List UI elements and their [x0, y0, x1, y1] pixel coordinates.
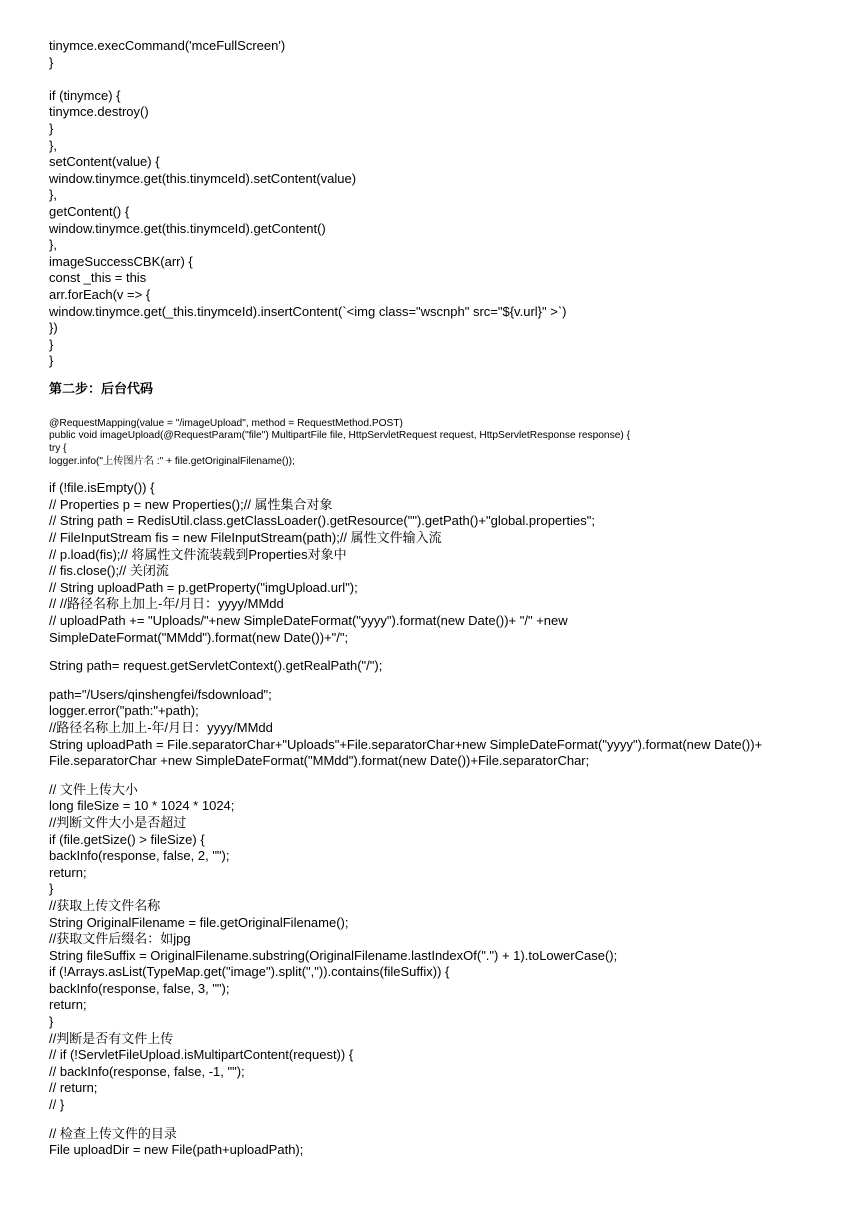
code-line: // String path = RedisUtil.class.getClassLoader().getResource("").getPath()+"global.properties";	[49, 513, 595, 529]
code-line: // p.load(fis);// 将属性文件流装载到Properties对象中	[49, 546, 347, 562]
code-line: backInfo(response, false, 2, "");	[49, 848, 230, 864]
code-line: String fileSuffix = OriginalFilename.substring(OriginalFilename.lastIndexOf(".") + 1).toLowerCase();	[49, 947, 618, 963]
code-line: public void imageUpload(@RequestParam("file") MultipartFile file, HttpServletRequest request, HttpServletResponse response) {	[49, 430, 630, 442]
code-line: tinymce.execCommand('mceFullScreen')	[49, 38, 286, 53]
code-paragraph	[49, 687, 849, 770]
code-line: if (tinymce) {	[49, 87, 121, 103]
code-line: File uploadDir = new File(path+uploadPath);	[49, 1142, 304, 1158]
code-line: }	[49, 881, 54, 897]
code-line: long fileSize = 10 * 1024 * 1024;	[49, 798, 235, 814]
code-line: // if (!ServletFileUpload.isMultipartContent(request)) {	[49, 1047, 354, 1063]
code-line: window.tinymce.get(_this.tinymceId).insertContent(`<img class="wscnph" src="${v.url}" >`)	[49, 303, 567, 319]
code-line: @RequestMapping(value = "/imageUpload", method = RequestMethod.POST)	[49, 417, 403, 429]
code-line: String uploadPath = File.separatorChar+"Uploads"+File.separatorChar+new SimpleDateFormat("yyyy").format(new Date())+	[49, 736, 763, 752]
code-line: //路径名称上加上-年/月日：yyyy/MMdd	[49, 719, 273, 735]
code-line: // Properties p = new Properties();// 属性集合对象	[49, 496, 333, 512]
code-line: // 检查上传文件的目录	[49, 1125, 177, 1141]
code-line: //获取文件后缀名：如jpg	[49, 931, 191, 947]
code-line: File.separatorChar +new SimpleDateFormat("MMdd").format(new Date())+File.separatorChar;	[49, 753, 590, 769]
code-line: return;	[49, 864, 87, 880]
code-line: if (!Arrays.asList(TypeMap.get("image").split(",")).contains(fileSuffix)) {	[49, 964, 450, 980]
code-line: if (!file.isEmpty()) {	[49, 480, 155, 496]
code-block-frontend	[49, 38, 849, 370]
code-line: //判断是否有文件上传	[49, 1030, 174, 1046]
code-block-request-mapping	[49, 418, 849, 468]
code-line: tinymce.destroy()	[49, 104, 149, 120]
code-line: }	[49, 336, 54, 352]
code-line: // backInfo(response, false, -1, "");	[49, 1063, 245, 1079]
code-line: const _this = this	[49, 270, 147, 286]
code-line: // //路径名称上加上-年/月日：yyyy/MMdd	[49, 596, 284, 612]
code-line: //获取上传文件名称	[49, 897, 161, 913]
code-line: // }	[49, 1097, 65, 1113]
code-line: }	[49, 1014, 54, 1030]
section-heading: 第二步：后台代码	[49, 380, 154, 396]
code-line: SimpleDateFormat("MMdd").format(new Date())+"/";	[49, 629, 349, 645]
code-line: // fis.close();// 关闭流	[49, 563, 169, 579]
code-line: window.tinymce.get(this.tinymceId).getContent()	[49, 220, 326, 236]
code-line: // String uploadPath = p.getProperty("imgUpload.url");	[49, 579, 358, 595]
code-line: }	[49, 353, 54, 369]
code-line: },	[49, 187, 57, 203]
code-line: backInfo(response, false, 3, "");	[49, 980, 230, 996]
code-line: path="/Users/qinshengfei/fsdownload";	[49, 686, 272, 702]
code-line: try {	[49, 443, 67, 455]
code-line: //判断文件大小是否超过	[49, 814, 187, 830]
code-line: logger.error("path:"+path);	[49, 703, 199, 719]
code-line: if (file.getSize() > fileSize) {	[49, 831, 205, 847]
section-heading-wrap	[49, 380, 849, 398]
code-paragraph	[49, 782, 849, 1114]
code-line: })	[49, 320, 58, 336]
code-line: setContent(value) {	[49, 154, 160, 170]
document-page	[49, 38, 849, 1159]
code-line: // FileInputStream fis = new FileInputStream(path);// 属性文件输入流	[49, 530, 442, 546]
code-line	[49, 71, 849, 88]
code-line: imageSuccessCBK(arr) {	[49, 253, 193, 269]
code-block-backend	[49, 480, 849, 1159]
code-line: }	[49, 120, 54, 136]
code-line: return;	[49, 997, 87, 1013]
code-line: getContent() {	[49, 203, 130, 219]
code-line: // return;	[49, 1080, 98, 1096]
code-line: },	[49, 237, 57, 253]
code-line: // 文件上传大小	[49, 781, 138, 797]
code-line: arr.forEach(v => {	[49, 286, 151, 302]
code-line: logger.info("上传图片名 :" + file.getOriginalFilename());	[49, 455, 295, 467]
code-line: // uploadPath += "Uploads/"+new SimpleDateFormat("yyyy").format(new Date())+ "/" +new	[49, 613, 568, 628]
code-paragraph	[49, 1126, 849, 1159]
code-line: String path= request.getServletContext().getRealPath("/");	[49, 658, 383, 674]
code-paragraph	[49, 658, 849, 675]
code-paragraph	[49, 480, 849, 646]
code-line: },	[49, 137, 57, 153]
code-line: window.tinymce.get(this.tinymceId).setContent(value)	[49, 170, 357, 186]
code-line: String OriginalFilename = file.getOriginalFilename();	[49, 914, 349, 930]
code-line: }	[49, 54, 54, 70]
